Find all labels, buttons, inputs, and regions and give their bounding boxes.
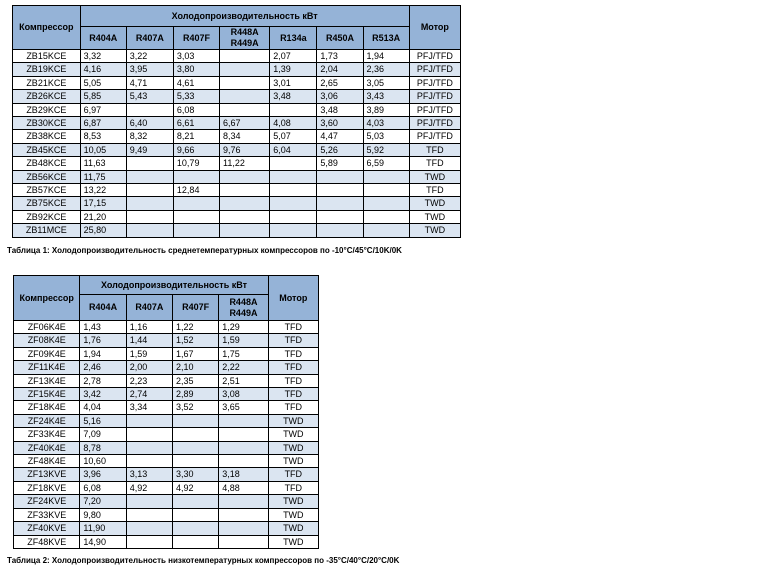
capacity-cell: 3,65 <box>219 401 268 414</box>
capacity-cell <box>270 170 317 183</box>
capacity-cell: 1,52 <box>172 334 218 347</box>
capacity-cell <box>126 157 173 170</box>
capacity-cell: 4,88 <box>219 481 268 494</box>
capacity-cell: 14,90 <box>80 535 126 548</box>
capacity-cell: 9,80 <box>80 508 126 521</box>
motor-cell: TFD <box>409 184 460 197</box>
table-row <box>14 535 319 548</box>
compressor-model-cell: ZF15K4E <box>14 388 80 401</box>
capacity-cell: 17,15 <box>80 197 126 210</box>
table-row <box>13 90 461 103</box>
capacity-cell: 5,43 <box>126 90 173 103</box>
capacity-cell: 10,60 <box>80 455 126 468</box>
table-row <box>14 321 319 334</box>
motor-cell: TFD <box>268 321 318 334</box>
table-row <box>14 455 319 468</box>
motor-cell: TWD <box>409 210 460 223</box>
capacity-cell: 9,76 <box>220 143 270 156</box>
table-row <box>13 130 461 143</box>
capacity-cell <box>220 63 270 76</box>
capacity-cell: 3,60 <box>317 117 363 130</box>
capacity-cell <box>220 103 270 116</box>
header-capacity: Холодопроизводительность кВт <box>80 6 409 27</box>
capacity-cell <box>126 184 173 197</box>
table-row <box>14 481 319 494</box>
table-row <box>13 76 461 89</box>
capacity-table-low-temp <box>13 275 319 549</box>
motor-cell: PFJ/TFD <box>409 130 460 143</box>
capacity-cell <box>126 455 172 468</box>
capacity-cell: 4,71 <box>126 76 173 89</box>
capacity-cell: 3,03 <box>173 50 219 63</box>
capacity-cell <box>363 210 409 223</box>
compressor-model-cell: ZB92KCE <box>13 210 81 223</box>
motor-cell: TFD <box>268 334 318 347</box>
capacity-cell: 5,03 <box>363 130 409 143</box>
table-row <box>13 143 461 156</box>
motor-cell: TFD <box>268 361 318 374</box>
capacity-cell: 3,32 <box>80 50 126 63</box>
capacity-cell: 1,43 <box>80 321 126 334</box>
compressor-model-cell: ZF18KVE <box>14 481 80 494</box>
compressor-model-cell: ZB21KCE <box>13 76 81 89</box>
capacity-cell: 3,48 <box>270 90 317 103</box>
motor-cell: TWD <box>268 522 318 535</box>
table-row <box>13 184 461 197</box>
capacity-cell: 3,42 <box>80 388 126 401</box>
capacity-cell: 2,07 <box>270 50 317 63</box>
capacity-cell <box>172 508 218 521</box>
header-motor: Мотор <box>268 276 318 321</box>
capacity-cell: 6,40 <box>126 117 173 130</box>
capacity-cell <box>172 428 218 441</box>
capacity-cell: 3,96 <box>80 468 126 481</box>
compressor-model-cell: ZF11K4E <box>14 361 80 374</box>
capacity-cell: 11,63 <box>80 157 126 170</box>
motor-cell: TFD <box>268 388 318 401</box>
capacity-cell <box>126 522 172 535</box>
capacity-cell: 1,59 <box>126 347 172 360</box>
capacity-cell <box>172 535 218 548</box>
capacity-cell <box>126 535 172 548</box>
capacity-cell: 4,61 <box>173 76 219 89</box>
capacity-cell <box>363 184 409 197</box>
header-compressor: Компрессор <box>13 6 81 50</box>
capacity-cell: 8,78 <box>80 441 126 454</box>
table-row <box>14 428 319 441</box>
header-refrigerant: R407A <box>126 27 173 50</box>
capacity-cell <box>270 197 317 210</box>
motor-cell: TWD <box>268 414 318 427</box>
header-refrigerant: R407F <box>173 27 219 50</box>
capacity-cell: 8,32 <box>126 130 173 143</box>
table-row <box>14 334 319 347</box>
capacity-cell <box>126 414 172 427</box>
compressor-model-cell: ZB19KCE <box>13 63 81 76</box>
motor-cell: TFD <box>268 347 318 360</box>
capacity-cell <box>220 76 270 89</box>
capacity-cell: 4,16 <box>80 63 126 76</box>
capacity-cell <box>172 495 218 508</box>
capacity-cell: 3,06 <box>317 90 363 103</box>
capacity-cell: 2,35 <box>172 374 218 387</box>
capacity-cell: 2,89 <box>172 388 218 401</box>
capacity-cell <box>363 170 409 183</box>
table-row <box>14 347 319 360</box>
capacity-cell: 4,03 <box>363 117 409 130</box>
compressor-model-cell: ZF13K4E <box>14 374 80 387</box>
compressor-model-cell: ZF40KVE <box>14 522 80 535</box>
compressor-model-cell: ZF48K4E <box>14 455 80 468</box>
capacity-cell: 10,79 <box>173 157 219 170</box>
capacity-table-medium-temp <box>12 5 461 238</box>
capacity-cell: 9,49 <box>126 143 173 156</box>
capacity-cell: 2,74 <box>126 388 172 401</box>
capacity-cell: 6,08 <box>80 481 126 494</box>
table-row <box>13 103 461 116</box>
header-refrigerant: R404A <box>80 295 126 321</box>
capacity-cell <box>317 184 363 197</box>
capacity-cell: 2,22 <box>219 361 268 374</box>
capacity-cell: 3,22 <box>126 50 173 63</box>
capacity-cell <box>317 224 363 237</box>
capacity-cell: 6,61 <box>173 117 219 130</box>
header-refrigerant: R407F <box>172 295 218 321</box>
capacity-cell: 10,05 <box>80 143 126 156</box>
capacity-cell: 1,59 <box>219 334 268 347</box>
capacity-cell: 4,47 <box>317 130 363 143</box>
capacity-cell: 1,67 <box>172 347 218 360</box>
capacity-cell: 2,65 <box>317 76 363 89</box>
header-capacity: Холодопроизводительность кВт <box>80 276 268 295</box>
compressor-model-cell: ZF18K4E <box>14 401 80 414</box>
compressor-model-cell: ZF09K4E <box>14 347 80 360</box>
capacity-cell: 3,89 <box>363 103 409 116</box>
capacity-cell <box>126 224 173 237</box>
capacity-cell: 3,13 <box>126 468 172 481</box>
compressor-model-cell: ZF33KVE <box>14 508 80 521</box>
motor-cell: TWD <box>268 428 318 441</box>
compressor-model-cell: ZB56KCE <box>13 170 81 183</box>
motor-cell: TFD <box>409 143 460 156</box>
capacity-cell <box>126 441 172 454</box>
capacity-cell: 4,04 <box>80 401 126 414</box>
capacity-cell: 2,10 <box>172 361 218 374</box>
table1-caption: Таблица 1: Холодопроизводительность среднетемпературных компрессоров по -10°C/45°C/10K/0K <box>7 246 402 255</box>
capacity-cell: 5,89 <box>317 157 363 170</box>
capacity-cell <box>219 441 268 454</box>
motor-cell: PFJ/TFD <box>409 76 460 89</box>
compressor-model-cell: ZF08K4E <box>14 334 80 347</box>
header-refrigerant: R448A R449A <box>220 27 270 50</box>
compressor-model-cell: ZF33K4E <box>14 428 80 441</box>
header-refrigerant: R407A <box>126 295 172 321</box>
capacity-cell: 3,30 <box>172 468 218 481</box>
capacity-cell <box>270 157 317 170</box>
capacity-cell: 4,92 <box>172 481 218 494</box>
capacity-cell: 2,04 <box>317 63 363 76</box>
capacity-cell <box>220 197 270 210</box>
motor-cell: TFD <box>268 401 318 414</box>
capacity-cell: 5,92 <box>363 143 409 156</box>
capacity-cell: 3,05 <box>363 76 409 89</box>
header-refrigerant: R450A <box>317 27 363 50</box>
capacity-cell: 2,78 <box>80 374 126 387</box>
capacity-cell: 2,36 <box>363 63 409 76</box>
capacity-cell <box>363 197 409 210</box>
header-refrigerant: R134a <box>270 27 317 50</box>
capacity-cell: 6,59 <box>363 157 409 170</box>
header-refrigerant: R513A <box>363 27 409 50</box>
compressor-model-cell: ZB38KCE <box>13 130 81 143</box>
capacity-cell <box>126 210 173 223</box>
capacity-cell: 1,29 <box>219 321 268 334</box>
capacity-cell: 21,20 <box>80 210 126 223</box>
capacity-cell: 3,80 <box>173 63 219 76</box>
capacity-cell <box>317 210 363 223</box>
table-row <box>13 210 461 223</box>
capacity-cell <box>219 535 268 548</box>
table-row <box>14 361 319 374</box>
capacity-cell: 11,22 <box>220 157 270 170</box>
motor-cell: PFJ/TFD <box>409 103 460 116</box>
header-motor: Мотор <box>409 6 460 50</box>
header-refrigerant: R448A R449A <box>219 295 268 321</box>
capacity-cell: 5,26 <box>317 143 363 156</box>
motor-cell: TFD <box>409 157 460 170</box>
capacity-cell: 3,08 <box>219 388 268 401</box>
capacity-cell: 12,84 <box>173 184 219 197</box>
compressor-model-cell: ZB57KCE <box>13 184 81 197</box>
header-refrigerant: R404A <box>80 27 126 50</box>
compressor-model-cell: ZB30KCE <box>13 117 81 130</box>
capacity-cell <box>220 210 270 223</box>
compressor-model-cell: ZB15KCE <box>13 50 81 63</box>
table-row <box>14 508 319 521</box>
capacity-cell: 1,76 <box>80 334 126 347</box>
capacity-cell: 3,52 <box>172 401 218 414</box>
capacity-cell: 3,43 <box>363 90 409 103</box>
capacity-cell: 1,75 <box>219 347 268 360</box>
motor-cell: TWD <box>268 535 318 548</box>
capacity-cell <box>219 455 268 468</box>
table-row <box>13 224 461 237</box>
capacity-cell <box>172 522 218 535</box>
header-compressor: Компрессор <box>14 276 80 321</box>
table-row <box>14 374 319 387</box>
capacity-cell: 8,21 <box>173 130 219 143</box>
capacity-cell <box>220 224 270 237</box>
motor-cell: PFJ/TFD <box>409 90 460 103</box>
capacity-cell: 2,00 <box>126 361 172 374</box>
compressor-model-cell: ZB26KCE <box>13 90 81 103</box>
capacity-cell <box>126 170 173 183</box>
compressor-model-cell: ZF24KVE <box>14 495 80 508</box>
motor-cell: TWD <box>268 495 318 508</box>
capacity-cell: 25,80 <box>80 224 126 237</box>
capacity-cell: 4,92 <box>126 481 172 494</box>
capacity-cell: 9,66 <box>173 143 219 156</box>
motor-cell: TFD <box>268 374 318 387</box>
capacity-cell: 5,07 <box>270 130 317 143</box>
motor-cell: TFD <box>268 481 318 494</box>
compressor-model-cell: ZB29KCE <box>13 103 81 116</box>
compressor-model-cell: ZB45KCE <box>13 143 81 156</box>
capacity-cell <box>172 441 218 454</box>
compressor-model-cell: ZF13KVE <box>14 468 80 481</box>
capacity-cell: 5,85 <box>80 90 126 103</box>
compressor-model-cell: ZF24K4E <box>14 414 80 427</box>
capacity-cell <box>173 210 219 223</box>
capacity-cell: 5,05 <box>80 76 126 89</box>
capacity-cell: 1,44 <box>126 334 172 347</box>
capacity-cell <box>220 50 270 63</box>
capacity-cell: 2,51 <box>219 374 268 387</box>
motor-cell: TWD <box>409 170 460 183</box>
table-row <box>13 117 461 130</box>
capacity-cell <box>220 170 270 183</box>
capacity-cell <box>173 170 219 183</box>
capacity-cell: 11,75 <box>80 170 126 183</box>
capacity-cell <box>126 508 172 521</box>
capacity-cell: 6,87 <box>80 117 126 130</box>
motor-cell: TFD <box>268 468 318 481</box>
capacity-cell <box>173 224 219 237</box>
table-row <box>14 441 319 454</box>
capacity-cell <box>173 197 219 210</box>
capacity-cell <box>126 103 173 116</box>
compressor-model-cell: ZF40K4E <box>14 441 80 454</box>
motor-cell: TWD <box>409 197 460 210</box>
capacity-cell <box>220 184 270 197</box>
capacity-cell: 1,94 <box>363 50 409 63</box>
compressor-model-cell: ZB48KCE <box>13 157 81 170</box>
motor-cell: TWD <box>409 224 460 237</box>
capacity-cell <box>219 495 268 508</box>
table-row <box>14 495 319 508</box>
capacity-cell: 8,34 <box>220 130 270 143</box>
capacity-cell <box>270 210 317 223</box>
table-row <box>14 414 319 427</box>
capacity-cell: 2,46 <box>80 361 126 374</box>
capacity-cell: 6,08 <box>173 103 219 116</box>
capacity-cell <box>219 508 268 521</box>
capacity-cell <box>172 455 218 468</box>
table-row <box>13 157 461 170</box>
table-row <box>13 197 461 210</box>
capacity-cell: 8,53 <box>80 130 126 143</box>
capacity-cell: 7,09 <box>80 428 126 441</box>
capacity-cell: 13,22 <box>80 184 126 197</box>
compressor-model-cell: ZF48KVE <box>14 535 80 548</box>
capacity-cell: 1,73 <box>317 50 363 63</box>
capacity-cell <box>270 103 317 116</box>
table-row <box>13 170 461 183</box>
capacity-cell: 6,67 <box>220 117 270 130</box>
capacity-cell <box>363 224 409 237</box>
capacity-cell <box>219 414 268 427</box>
capacity-cell: 2,23 <box>126 374 172 387</box>
table-row <box>13 63 461 76</box>
capacity-cell: 3,34 <box>126 401 172 414</box>
table2-caption: Таблица 2: Холодопроизводительность низкотемпературных компрессоров по -35°C/40°C/20°C/0K <box>7 556 400 565</box>
capacity-cell: 6,97 <box>80 103 126 116</box>
capacity-cell: 1,16 <box>126 321 172 334</box>
capacity-cell: 7,20 <box>80 495 126 508</box>
capacity-cell: 3,01 <box>270 76 317 89</box>
capacity-cell <box>126 495 172 508</box>
capacity-cell <box>126 197 173 210</box>
table-row <box>14 401 319 414</box>
table-row <box>13 50 461 63</box>
compressor-model-cell: ZB11MCE <box>13 224 81 237</box>
capacity-cell <box>126 428 172 441</box>
table-row <box>14 522 319 535</box>
table-row <box>14 468 319 481</box>
capacity-cell: 3,95 <box>126 63 173 76</box>
capacity-cell: 4,08 <box>270 117 317 130</box>
compressor-model-cell: ZF06K4E <box>14 321 80 334</box>
capacity-cell: 5,33 <box>173 90 219 103</box>
capacity-cell <box>219 428 268 441</box>
motor-cell: TWD <box>268 508 318 521</box>
capacity-cell <box>317 197 363 210</box>
motor-cell: TWD <box>268 455 318 468</box>
table-row <box>14 388 319 401</box>
motor-cell: PFJ/TFD <box>409 50 460 63</box>
motor-cell: TWD <box>268 441 318 454</box>
capacity-cell: 1,22 <box>172 321 218 334</box>
capacity-cell: 1,39 <box>270 63 317 76</box>
compressor-model-cell: ZB75KCE <box>13 197 81 210</box>
capacity-cell <box>172 414 218 427</box>
capacity-cell: 11,90 <box>80 522 126 535</box>
capacity-cell <box>270 184 317 197</box>
capacity-cell <box>317 170 363 183</box>
capacity-cell: 1,94 <box>80 347 126 360</box>
capacity-cell <box>220 90 270 103</box>
capacity-cell <box>270 224 317 237</box>
capacity-cell: 5,16 <box>80 414 126 427</box>
capacity-cell: 6,04 <box>270 143 317 156</box>
capacity-cell: 3,18 <box>219 468 268 481</box>
capacity-cell: 3,48 <box>317 103 363 116</box>
capacity-cell <box>219 522 268 535</box>
motor-cell: PFJ/TFD <box>409 63 460 76</box>
motor-cell: PFJ/TFD <box>409 117 460 130</box>
